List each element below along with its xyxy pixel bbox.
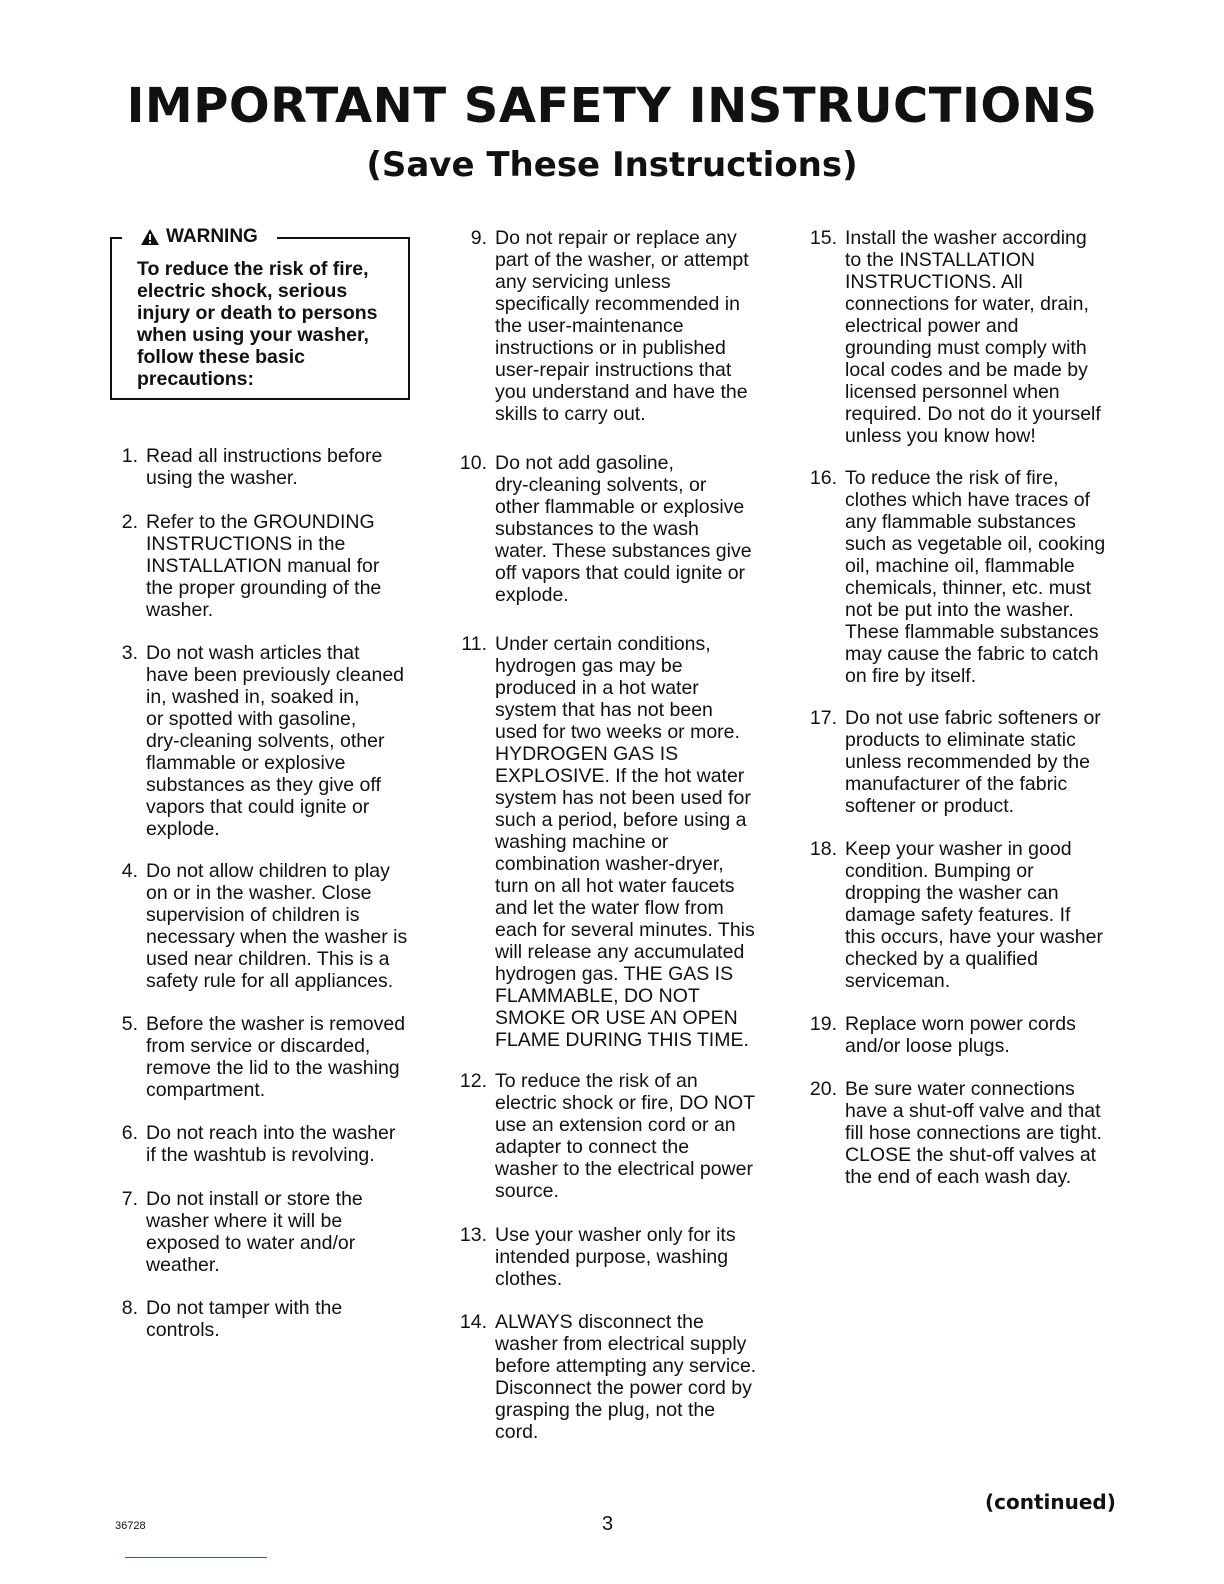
item-number: 5. — [121, 1013, 138, 1035]
list-item — [110, 1013, 420, 1101]
list-item — [110, 511, 420, 621]
list-item — [450, 452, 770, 606]
item-number: 16. — [809, 467, 837, 489]
warning-box-top-rule-right — [277, 237, 410, 239]
item-number: 18. — [809, 838, 837, 860]
page-number: 3 — [602, 1513, 614, 1535]
item-text: Do not repair or replace any part of the washer, or attempt any servicing unless specifically recommended in the user-maintenance instructions or in published user-repair instructions that you understand and have the skills to carry out. — [495, 227, 749, 425]
item-number: 20. — [809, 1078, 837, 1100]
item-text: Do not install or store the washer where it will be exposed to water and/or weather. — [146, 1188, 363, 1276]
item-text: To reduce the risk of fire, clothes which have traces of any flammable substances such as vegetable oil, cooking oil, machine oil, flammable chemicals, thinner, etc. must not be put into the washer. These flammable substances may cause the fabric to catch on fire by itself. — [845, 467, 1106, 687]
item-number: 10. — [459, 452, 487, 474]
list-item — [110, 1188, 420, 1276]
warning-triangle-icon — [140, 228, 160, 246]
item-number: 15. — [809, 227, 837, 249]
page-title: IMPORTANT SAFETY INSTRUCTIONS — [126, 78, 1098, 134]
item-text: Install the washer according to the INSTALLATION INSTRUCTIONS. All connections for water, drain, electrical power and grounding must comply with local codes and be made by licensed personnel when required. Do not do it yourself unless you know how! — [845, 227, 1101, 447]
item-text: Use your washer only for its intended purpose, washing clothes. — [495, 1224, 736, 1290]
item-number: 8. — [121, 1297, 138, 1319]
list-item — [450, 1070, 770, 1202]
list-item — [800, 1013, 1120, 1057]
document-code: 36728 — [115, 1520, 146, 1532]
list-item — [450, 633, 770, 1051]
list-item — [800, 227, 1120, 447]
list-item — [450, 1311, 770, 1443]
warning-label: WARNING — [166, 226, 258, 247]
item-text: Do not tamper with the controls. — [146, 1297, 343, 1341]
list-item — [110, 1122, 420, 1166]
item-number: 6. — [121, 1122, 138, 1144]
warning-box-top-rule-left — [110, 237, 122, 239]
list-item — [450, 1224, 770, 1290]
item-number: 14. — [459, 1311, 487, 1333]
item-number: 4. — [121, 860, 138, 882]
item-text: Refer to the GROUNDING INSTRUCTIONS in the INSTALLATION manual for the proper grounding of the washer. — [146, 511, 382, 621]
warning-header — [140, 225, 258, 249]
item-text: Before the washer is removed from service or discarded, remove the lid to the washing compartment. — [146, 1013, 406, 1101]
list-item — [800, 467, 1120, 687]
item-text: Replace worn power cords and/or loose plugs. — [845, 1013, 1076, 1057]
list-item — [110, 642, 420, 840]
item-number: 13. — [459, 1224, 487, 1246]
list-item — [800, 838, 1120, 992]
item-text: Do not reach into the washer if the washtub is revolving. — [146, 1122, 396, 1166]
list-item — [450, 227, 770, 425]
warning-text: To reduce the risk of fire, electric shock, serious injury or death to persons when using your washer, follow these basic precautions: — [137, 258, 378, 390]
item-text: Do not use fabric softeners or products to eliminate static unless recommended by the manufacturer of the fabric softener or product. — [845, 707, 1101, 817]
item-text: Keep your washer in good condition. Bumping or dropping the washer can damage safety features. If this occurs, have your washer checked by a qualified serviceman. — [845, 838, 1103, 992]
item-number: 12. — [459, 1070, 487, 1092]
item-number: 11. — [461, 633, 487, 655]
list-item — [110, 445, 420, 489]
list-item — [800, 1078, 1120, 1188]
item-number: 9. — [470, 227, 487, 249]
item-number: 1. — [121, 445, 138, 467]
item-text: Be sure water connections have a shut-off valve and that fill hose connections are tight. CLOSE the shut-off valves at the end of each wash day. — [845, 1078, 1102, 1188]
page-subtitle: (Save These Instructions) — [366, 145, 858, 185]
item-text: To reduce the risk of an electric shock or fire, DO NOT use an extension cord or an adapter to connect the washer to the electrical power source. — [495, 1070, 756, 1202]
item-number: 19. — [809, 1013, 837, 1035]
list-item — [110, 1297, 420, 1341]
item-text: Do not allow children to play on or in the washer. Close supervision of children is necessary when the washer is used near children. This is a safety rule for all appliances. — [146, 860, 408, 992]
item-text: Read all instructions before using the washer. — [146, 445, 383, 489]
item-number: 2. — [121, 511, 138, 533]
list-item — [800, 707, 1120, 817]
item-text: Under certain conditions, hydrogen gas may be produced in a hot water system that has not been used for two weeks or more. HYDROGEN GAS IS EXPLOSIVE. If the hot water system has not been used for such a period, before using a washing machine or combination washer-dryer, turn on all hot water faucets and let the water flow from each for several minutes. This will release any accumulated hydrogen gas. THE GAS IS FLAMMABLE, DO NOT SMOKE OR USE AN OPEN FLAME DURING THIS TIME. — [495, 633, 755, 1051]
continued-note: (continued) — [985, 1490, 1116, 1514]
item-text: ALWAYS disconnect the washer from electrical supply before attempting any service. Disconnect the power cord by grasping the plug, not the cord. — [495, 1311, 757, 1443]
list-item — [110, 860, 420, 992]
item-text: Do not wash articles that have been previously cleaned in, washed in, soaked in, or spotted with gasoline, dry-cleaning solvents, other flammable or explosive substances as they give off vapors that could ignite or explode. — [146, 642, 405, 840]
footer-rule — [125, 1557, 267, 1558]
item-number: 17. — [809, 707, 837, 729]
item-number: 7. — [121, 1188, 138, 1210]
item-number: 3. — [121, 642, 138, 664]
item-text: Do not add gasoline, dry-cleaning solvents, or other flammable or explosive substances to the wash water. These substances give off vapors that could ignite or explode. — [495, 452, 752, 606]
